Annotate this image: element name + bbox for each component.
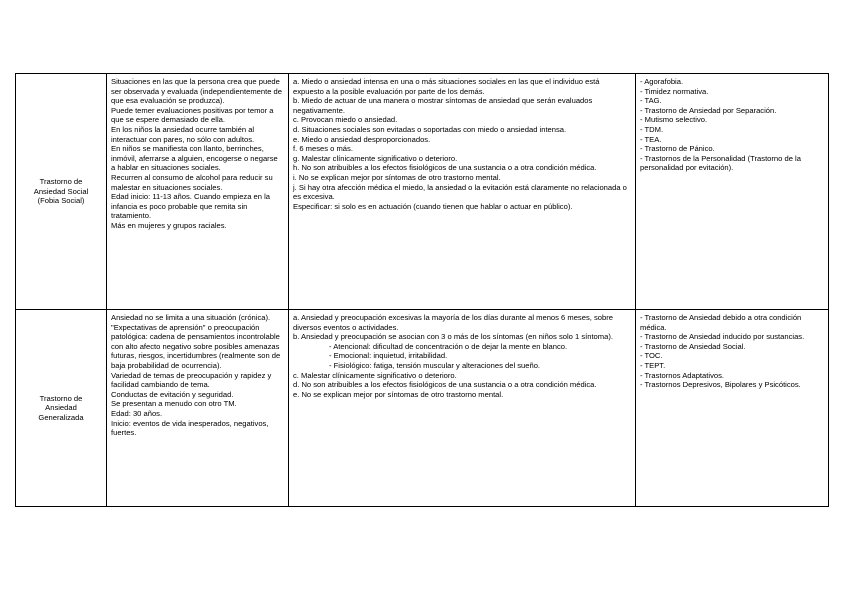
criteria-subitem: - Emocional: inquietud, irritabilidad.	[329, 351, 448, 361]
description-item: Ansiedad no se limita a una situación (crónica).	[111, 313, 271, 322]
differential-item: - Agorafobia.	[640, 77, 684, 86]
description-item: Recurren al consumo de alcohol para reducir su malestar en situaciones sociales.	[111, 172, 273, 192]
description-item: Inicio: eventos de vida inesperados, negativos, fuertes.	[111, 418, 269, 438]
criteria-item: a. Miedo o ansiedad intensa en una o más situaciones sociales en las que el individuo está expuesto a la posible evaluación por parte de los demás.	[293, 77, 600, 96]
criteria-item: f. 6 meses o más.	[293, 144, 353, 154]
differential-item: - Trastornos de la Personalidad (Trastorno de la personalidad por evitación).	[640, 153, 801, 173]
differential-item: - Trastorno de Pánico.	[640, 144, 715, 154]
description-item: Edad inicio: 11-13 años. Cuando empieza en la infancia es poco probable que remita sin tratamiento.	[111, 192, 271, 221]
description-item: Más en mujeres y grupos raciales.	[111, 220, 227, 230]
description-item: Situaciones en las que la persona crea que puede ser observada y evaluada (independientemente de que esa evaluación se produzca).	[111, 77, 282, 106]
criteria-item: i. No se explican mejor por síntomas de otro trastorno mental.	[293, 172, 501, 182]
differential-item: - Trastorno de Ansiedad por Separación.	[640, 105, 777, 115]
differential-cell	[636, 74, 829, 310]
disorder-name-line: (Fobia Social)	[37, 196, 85, 206]
differential-item: - TEPT.	[640, 360, 666, 370]
differential-item: - Trastorno de Ansiedad Social.	[640, 341, 746, 351]
disorders-table	[15, 73, 829, 507]
description-cell	[107, 310, 289, 507]
differential-item: - TAG.	[640, 96, 662, 106]
disorder-name-cell	[16, 310, 107, 507]
criteria-item: e. Miedo o ansiedad desproporcionados.	[293, 134, 431, 144]
disorder-name-line: Generalizada	[38, 412, 84, 422]
criteria-item: j. Si hay otra afección médica el miedo, la ansiedad o la evitación está claramente no relacionada o es excesiva.	[293, 182, 627, 202]
criteria-item: Especificar: si solo es en actuación (cuando tienen que hablar o actuar en público).	[293, 201, 573, 211]
criteria-item: b. Ansiedad y preocupación se asocian con 3 o más de los síntomas (en niños solo 1 síntoma).	[293, 332, 613, 342]
criteria-item: c. Provocan miedo o ansiedad.	[293, 115, 398, 125]
criteria-item: d. No son atribuibles a los efectos fisiológicos de una sustancia o a otra condición médica.	[293, 380, 597, 390]
differential-item: - TEA.	[640, 134, 662, 144]
description-item: En los niños la ansiedad ocurre también al interactuar con pares, no sólo con adultos.	[111, 124, 255, 144]
criteria-cell	[289, 74, 636, 310]
description-item: Conductas de evitación y seguridad.	[111, 389, 234, 399]
differential-item: - Timidez normativa.	[640, 86, 709, 96]
differential-item: - TDM.	[640, 124, 664, 134]
description-item: Puede temer evaluaciones positivas por temor a que se espere demasiado de ella.	[111, 105, 274, 125]
description-item: En niños se manifiesta con llanto, berrinches, inmóvil, aferrarse a alguien, encogerse o negarse a hablar en situaciones sociales.	[111, 144, 278, 173]
criteria-cell	[289, 310, 636, 507]
criteria-item: h. No son atribuibles a los efectos fisiológicos de una sustancia o a otra condición médica.	[293, 163, 597, 173]
criteria-item: g. Malestar clínicamente significativo o deterioro.	[293, 153, 458, 163]
differential-item: - Mutismo selectivo.	[640, 115, 708, 125]
table-row	[16, 310, 829, 507]
criteria-subitem: - Fisiológico: fatiga, tensión muscular y alteraciones del sueño.	[329, 360, 541, 370]
disorder-name-line: Ansiedad Social	[33, 186, 89, 196]
disorder-name-line: Trastorno de	[39, 177, 83, 187]
description-item: Se presentan a menudo con otro TM.	[111, 399, 237, 409]
disorder-name-line: Ansiedad	[45, 403, 77, 413]
criteria-subitem: - Atencional: dificultad de concentración o de dejar la mente en blanco.	[329, 341, 568, 351]
criteria-item: c. Malestar clínicamente significativo o deterioro.	[293, 370, 457, 380]
differential-item: - Trastornos Depresivos, Bipolares y Psicóticos.	[640, 380, 801, 390]
criteria-item: b. Miedo de actuar de una manera o mostrar síntomas de ansiedad que serán evaluados negativamente.	[293, 96, 593, 115]
description-item: Edad: 30 años.	[111, 408, 163, 418]
differential-item: - Trastorno de Ansiedad debido a otra condición médica.	[640, 313, 802, 332]
disorder-name-cell	[16, 74, 107, 310]
criteria-item: e. No se explican mejor por síntomas de otro trastorno mental.	[293, 389, 504, 399]
differential-item: - TOC.	[640, 351, 663, 361]
disorder-name-line: Trastorno de	[39, 393, 83, 403]
criteria-item: a. Ansiedad y preocupación excesivas la mayoría de los días durante al menos 6 meses, sobre diversos eventos o actividades.	[293, 313, 613, 332]
description-item: "Expectativas de aprensión" o preocupación patológica: cadena de pensamientos incontrolable con alto afecto negativo sobre posibles amenazas futuras, riesgos, incertidumbres (realmente son de baja probabilidad de ocurrencia).	[111, 322, 281, 370]
criteria-item: d. Situaciones sociales son evitadas o soportadas con miedo o ansiedad intensa.	[293, 124, 567, 134]
table-row	[16, 74, 829, 310]
differential-item: - Trastorno de Ansiedad inducido por sustancias.	[640, 332, 805, 342]
description-item: Variedad de temas de preocupación y rapidez y facilidad cambiando de tema.	[111, 370, 272, 390]
differential-item: - Trastornos Adaptativos.	[640, 370, 724, 380]
description-cell	[107, 74, 289, 310]
differential-cell	[636, 310, 829, 507]
